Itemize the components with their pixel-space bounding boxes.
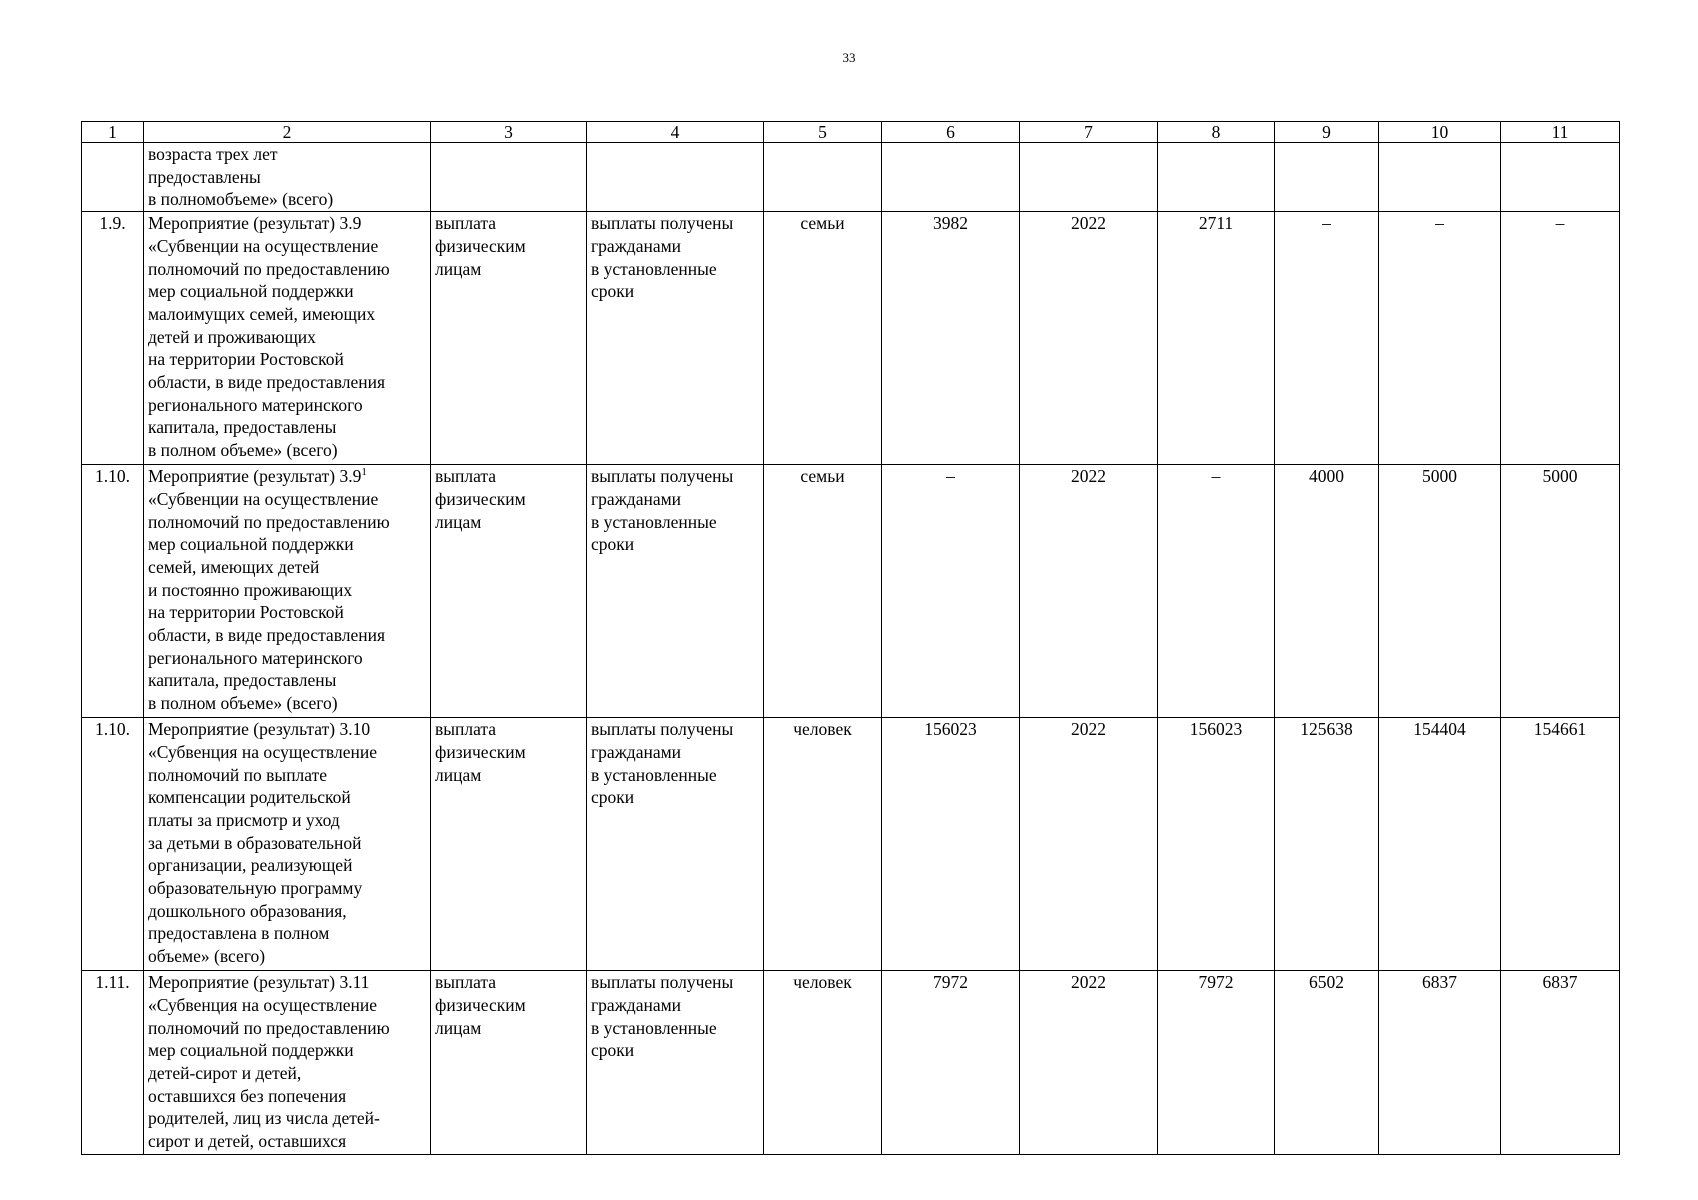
value-col8: 7972 xyxy=(1158,971,1275,1155)
unit: человек xyxy=(764,718,882,971)
unit: семьи xyxy=(764,465,882,718)
result-type xyxy=(431,143,587,212)
result-name-first: Мероприятие (результат) 3.9 xyxy=(148,466,362,487)
header-cell: 4 xyxy=(587,122,764,143)
result-type: выплата физическим лицам xyxy=(431,718,587,971)
table-row xyxy=(82,465,1620,718)
unit: семьи xyxy=(764,212,882,465)
header-cell: 9 xyxy=(1275,122,1379,143)
value-col8: 2711 xyxy=(1158,212,1275,465)
value-col11: 154661 xyxy=(1501,718,1620,971)
header-row xyxy=(82,122,1620,143)
table-row xyxy=(82,143,1620,212)
value-col8: 156023 xyxy=(1158,718,1275,971)
base-year xyxy=(1020,143,1158,212)
result-name: Мероприятие (результат) 3.10 «Субвенция на осуществление полномочий по выплате компенсации родительской платы за присмотр и уход за детьми в образовательной организации, реализующей образовательную программу дошкольного образования, предоставлена в полном объеме» (всего) xyxy=(144,718,431,971)
value-col10: 6837 xyxy=(1379,971,1501,1155)
base-value: – xyxy=(882,465,1020,718)
header-cell: 1 xyxy=(82,122,144,143)
value-col10: 154404 xyxy=(1379,718,1501,971)
result-name: Мероприятие (результат) 3.9 «Субвенции на осуществление полномочий по предоставлению мер социальной поддержки малоимущих семей, имеющих детей и проживающих на территории Ростовской области, в виде предоставления регионального материнского капитала, предоставлены в полном объеме» (всего) xyxy=(144,212,431,465)
value-col11: 6837 xyxy=(1501,971,1620,1155)
result-characteristic xyxy=(587,143,764,212)
value-col11: 5000 xyxy=(1501,465,1620,718)
value-col10 xyxy=(1379,143,1501,212)
value-col8 xyxy=(1158,143,1275,212)
value-col11: – xyxy=(1501,212,1620,465)
value-col10: – xyxy=(1379,212,1501,465)
row-number: 1.9. xyxy=(82,212,144,465)
value-col9: 4000 xyxy=(1275,465,1379,718)
row-number: 1.10. xyxy=(82,465,144,718)
base-value: 7972 xyxy=(882,971,1020,1155)
result-type: выплата физическим лицам xyxy=(431,971,587,1155)
table-row xyxy=(82,212,1620,465)
result-name: возраста трех лет предоставлены в полномобъеме» (всего) xyxy=(144,143,431,212)
base-year: 2022 xyxy=(1020,465,1158,718)
page-number: 33 xyxy=(842,50,856,65)
header-cell: 11 xyxy=(1501,122,1620,143)
row-number xyxy=(82,143,144,212)
header-cell: 5 xyxy=(764,122,882,143)
unit xyxy=(764,143,882,212)
row-number: 1.10. xyxy=(82,718,144,971)
header-cell: 6 xyxy=(882,122,1020,143)
table-row xyxy=(82,971,1620,1155)
result-characteristic: выплаты получены гражданами в установленные сроки xyxy=(587,718,764,971)
header-cell: 7 xyxy=(1020,122,1158,143)
value-col9: – xyxy=(1275,212,1379,465)
base-value xyxy=(882,143,1020,212)
result-characteristic: выплаты получены гражданами в установленные сроки xyxy=(587,465,764,718)
result-characteristic: выплаты получены гражданами в установленные сроки xyxy=(587,212,764,465)
header-cell: 2 xyxy=(144,122,431,143)
value-col11 xyxy=(1501,143,1620,212)
result-name xyxy=(144,465,431,718)
header-cell: 3 xyxy=(431,122,587,143)
result-characteristic: выплаты получены гражданами в установленные сроки xyxy=(587,971,764,1155)
header-cell: 10 xyxy=(1379,122,1501,143)
base-year: 2022 xyxy=(1020,971,1158,1155)
result-name: Мероприятие (результат) 3.11 «Субвенция на осуществление полномочий по предоставлению мер социальной поддержки детей-сирот и детей, оставшихся без попечения родителей, лиц из числа детей- сирот и детей, оставшихся xyxy=(144,971,431,1155)
base-value: 3982 xyxy=(882,212,1020,465)
table-row xyxy=(82,718,1620,971)
results-table xyxy=(81,121,1620,1155)
value-col8: – xyxy=(1158,465,1275,718)
unit: человек xyxy=(764,971,882,1155)
footnote-marker: 1 xyxy=(361,466,367,479)
row-number: 1.11. xyxy=(82,971,144,1155)
result-type: выплата физическим лицам xyxy=(431,212,587,465)
value-col10: 5000 xyxy=(1379,465,1501,718)
base-year: 2022 xyxy=(1020,212,1158,465)
header-cell: 8 xyxy=(1158,122,1275,143)
value-col9: 6502 xyxy=(1275,971,1379,1155)
base-year: 2022 xyxy=(1020,718,1158,971)
base-value: 156023 xyxy=(882,718,1020,971)
result-type: выплата физическим лицам xyxy=(431,465,587,718)
value-col9 xyxy=(1275,143,1379,212)
value-col9: 125638 xyxy=(1275,718,1379,971)
result-name-rest: «Субвенции на осуществление полномочий по предоставлению мер социальной поддержки семей, имеющих детей и постоянно проживающих на территории Ростовской области, в виде предоставления регионального материнского капитала, предоставлены в полном объеме» (всего) xyxy=(148,488,390,714)
